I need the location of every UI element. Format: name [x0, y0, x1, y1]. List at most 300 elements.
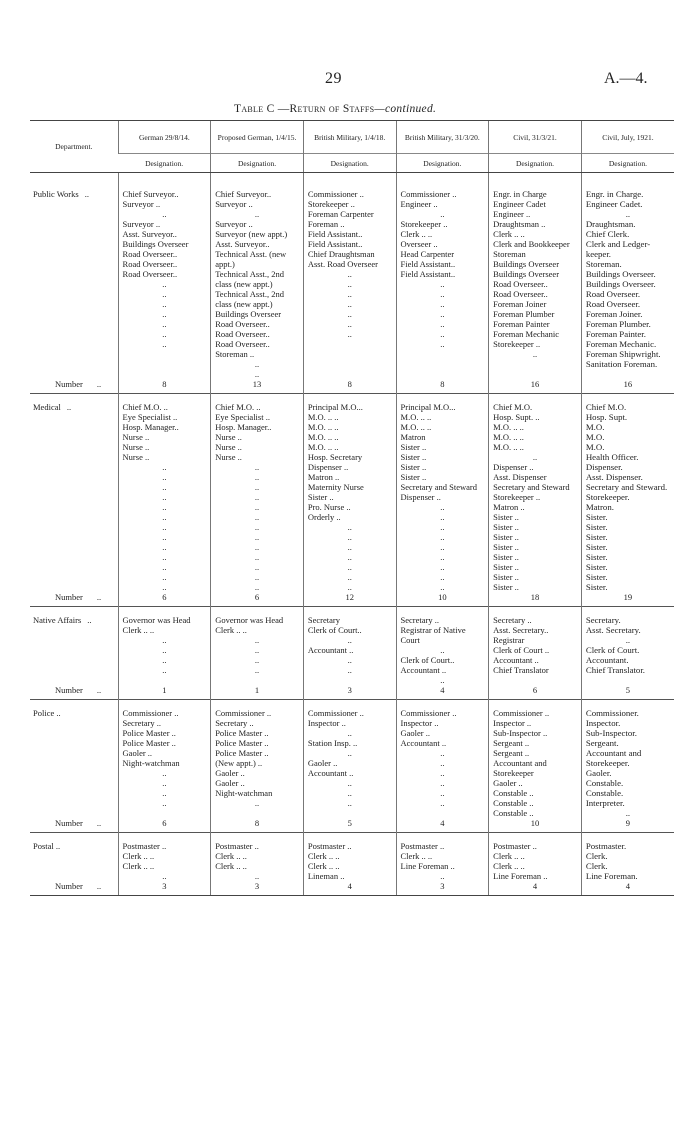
department-label: Police ..: [33, 708, 61, 718]
designation-entry: [215, 462, 299, 472]
designation-entry: [586, 472, 670, 482]
leader-dots: ..: [162, 572, 167, 582]
designation-text: Chief M.O. ..: [122, 402, 168, 412]
designation-entry: [586, 199, 670, 209]
designation-entry: [493, 522, 577, 532]
staff-total: 3: [211, 881, 304, 896]
designation-entry: [123, 851, 207, 861]
designation-entry: [308, 851, 392, 861]
designation-entry: [586, 748, 670, 768]
designation-text: Nurse ..: [122, 442, 150, 452]
designation-entry: [493, 209, 577, 219]
designation-entry: [401, 339, 485, 349]
designation-text: Gaoler ..: [400, 728, 431, 738]
department-name: [30, 394, 118, 593]
designation-text: Governor was Head: [215, 615, 284, 625]
leader-dots: ..: [254, 482, 260, 492]
leader-dots: ..: [162, 778, 167, 788]
designation-text: Engineer Cadet: [493, 199, 546, 209]
designation-entry: [308, 249, 392, 259]
designation-entry: [123, 758, 207, 768]
leader-dots: ..: [162, 462, 167, 472]
designation-cell: [396, 189, 489, 379]
designation-text: Road Overseer..: [122, 269, 178, 279]
leader-dots: ..: [254, 532, 260, 542]
designation-entry: [401, 675, 485, 685]
designation-entry: [586, 788, 670, 798]
leader-dots: ..: [162, 279, 167, 289]
designation-entry: [401, 189, 485, 199]
designation-text: Principal M.O...: [307, 402, 363, 412]
designation-entry: [123, 269, 207, 279]
designation-entry: [123, 778, 207, 788]
designation-entry: [586, 552, 670, 562]
table-body: [30, 173, 674, 896]
designation-entry: [493, 229, 577, 239]
leader-dots: ..: [440, 339, 445, 349]
leader-dots: ..: [440, 502, 445, 512]
designation-text: Gaoler ..: [215, 778, 245, 788]
leader-dots: ..: [254, 552, 260, 562]
header-designation: Designation.: [396, 154, 489, 173]
designation-entry: [123, 432, 207, 442]
designation-text: Sanitation Foreman.: [585, 359, 658, 369]
number-label: Number: [55, 379, 83, 389]
designation-entry: [401, 269, 485, 279]
designation-entry: [493, 572, 577, 582]
designation-text: Registrar of Native Court: [400, 625, 466, 645]
designation-entry: [215, 768, 299, 778]
designation-text: Road Overseer..: [122, 249, 178, 259]
designation-entry: [215, 665, 299, 675]
designation-text: Nurse ..: [122, 452, 150, 462]
designation-entry: [308, 542, 392, 552]
designation-text: Engineer Cadet.: [585, 199, 643, 209]
designation-entry: [215, 219, 299, 229]
designation-entry: [308, 708, 392, 718]
designation-text: Storeman ..: [215, 349, 255, 359]
designation-entry: [586, 665, 670, 675]
leader-dots: ..: [347, 542, 352, 552]
designation-text: Clerk.: [585, 861, 608, 871]
designation-entry: [123, 542, 207, 552]
staff-total: 12: [303, 592, 396, 607]
designation-entry: [586, 442, 670, 452]
designation-cell: [211, 607, 304, 686]
designation-entry: [586, 452, 670, 462]
designation-text: Constable.: [585, 788, 624, 798]
designation-text: Storeman: [493, 249, 526, 259]
leader-dots: ..: [162, 512, 167, 522]
designation-entry: [123, 279, 207, 289]
designation-entry: [493, 728, 577, 738]
designation-text: Postmaster ..: [307, 841, 352, 851]
designation-cell: [489, 700, 582, 819]
designation-text: Line Foreman ..: [493, 871, 548, 881]
designation-text: Eye Specialist ..: [215, 412, 270, 422]
designation-entry: [401, 625, 485, 645]
designation-text: Accountant ..: [307, 768, 354, 778]
designation-text: Secretary: [307, 615, 340, 625]
leader-dots: ..: [347, 299, 352, 309]
designation-entry: [401, 412, 485, 422]
designation-entry: [308, 645, 392, 655]
designation-text: Clerk of Court..: [400, 655, 455, 665]
leader-dots: ..: [162, 319, 167, 329]
designation-text: Sister ..: [493, 562, 519, 572]
designation-entry: [586, 319, 670, 329]
designation-text: Gaoler ..: [215, 768, 245, 778]
leader-dots: ..: [254, 562, 260, 572]
designation-entry: [308, 229, 392, 239]
designation-entry: [401, 462, 485, 472]
leader-dots: ..: [254, 582, 260, 592]
designation-entry: [493, 189, 577, 199]
designation-text: Sister ..: [493, 532, 519, 542]
designation-text: Accountant ..: [400, 665, 447, 675]
leader-dots: ..: [96, 818, 102, 828]
designation-text: Storekeeper ..: [307, 199, 355, 209]
designation-text: Registrar: [493, 635, 525, 645]
header-designation: Designation.: [303, 154, 396, 173]
designation-entry: [401, 319, 485, 329]
designation-text: Nurse ..: [122, 432, 150, 442]
designation-entry: [308, 522, 392, 532]
designation-entry: [123, 645, 207, 655]
designation-entry: [215, 625, 299, 635]
designation-text: Road Overseer.: [585, 299, 641, 309]
designation-text: Constable ..: [493, 808, 534, 818]
leader-dots: ..: [254, 635, 260, 645]
designation-text: Orderly ..: [307, 512, 341, 522]
designation-text: Inspector ..: [400, 718, 439, 728]
staff-total: 8: [211, 818, 304, 833]
designation-entry: [215, 861, 299, 871]
header-designation: Designation.: [489, 154, 582, 173]
designation-text: M.O. .. ..: [493, 442, 524, 452]
designation-entry: [215, 552, 299, 562]
designation-entry: [215, 442, 299, 452]
designation-entry: [308, 788, 392, 798]
designation-text: Night-watchman: [122, 758, 180, 768]
designation-text: Sister ..: [400, 462, 427, 472]
designation-text: Technical Asst. (new appt.): [215, 249, 287, 269]
designation-text: Constable ..: [493, 798, 534, 808]
designation-entry: [493, 412, 577, 422]
designation-entry: [215, 269, 299, 289]
designation-entry: [215, 359, 299, 369]
designation-entry: [586, 562, 670, 572]
designation-text: Line Foreman ..: [400, 861, 455, 871]
designation-entry: [493, 329, 577, 339]
designation-text: Accountant ..: [307, 645, 354, 655]
designation-entry: [586, 279, 670, 289]
designation-entry: [215, 422, 299, 432]
designation-entry: [308, 562, 392, 572]
leader-dots: ..: [96, 592, 102, 602]
designation-text: Storekeeper.: [585, 492, 630, 502]
designation-entry: [586, 532, 670, 542]
designation-cell: [581, 833, 674, 882]
designation-text: Gaoler ..: [307, 758, 338, 768]
designation-entry: [586, 359, 670, 369]
designation-entry: [123, 615, 207, 625]
designation-entry: [586, 798, 670, 808]
leader-dots: ..: [440, 675, 445, 685]
designation-entry: [308, 269, 392, 279]
designation-entry: [215, 738, 299, 748]
leader-dots: ..: [162, 329, 167, 339]
designation-text: M.O. .. ..: [400, 412, 432, 422]
designation-entry: [308, 635, 392, 645]
designation-entry: [308, 299, 392, 309]
designation-entry: [493, 798, 577, 808]
designation-entry: [308, 259, 392, 269]
designation-entry: [493, 841, 577, 851]
designation-text: Governor was Head: [122, 615, 191, 625]
designation-text: Foreman Joiner.: [585, 309, 643, 319]
designation-cell: [396, 394, 489, 593]
designation-text: Buildings Overseer: [215, 309, 282, 319]
designation-entry: [308, 432, 392, 442]
designation-cell: [118, 700, 211, 819]
designation-text: Technical Asst., 2nd class (new appt.): [215, 269, 285, 289]
leader-dots: ..: [440, 768, 445, 778]
designation-entry: [215, 502, 299, 512]
designation-entry: [401, 552, 485, 562]
designation-entry: [123, 289, 207, 299]
designation-text: Constable ..: [493, 788, 534, 798]
designation-text: Foreman Painter: [493, 319, 550, 329]
designation-entry: [586, 502, 670, 512]
designation-entry: [308, 748, 392, 758]
designation-entry: [586, 708, 670, 718]
leader-dots: ..: [347, 748, 352, 758]
designation-entry: [123, 442, 207, 452]
leader-dots: ..: [347, 289, 352, 299]
designation-cell: [211, 833, 304, 882]
leader-dots: ..: [440, 778, 445, 788]
leader-dots: ..: [162, 562, 167, 572]
designation-text: Chief Draughtsman: [307, 249, 375, 259]
designation-cell: [396, 833, 489, 882]
designation-entry: [401, 249, 485, 259]
designation-entry: [123, 635, 207, 645]
designation-text: M.O. .. ..: [307, 422, 339, 432]
number-row: [30, 818, 674, 833]
designation-entry: [493, 635, 577, 645]
staff-total: 4: [396, 685, 489, 700]
designation-entry: [308, 798, 392, 808]
leader-dots: ..: [347, 798, 352, 808]
leader-dots: ..: [440, 299, 445, 309]
designation-entry: [215, 582, 299, 592]
designation-entry: [586, 522, 670, 532]
leader-dots: ..: [162, 582, 167, 592]
staff-total: 3: [118, 881, 211, 896]
designation-entry: [123, 402, 207, 412]
designation-entry: [215, 249, 299, 269]
designation-text: Overseer ..: [400, 239, 438, 249]
designation-cell: [489, 189, 582, 379]
leader-dots: ..: [440, 532, 445, 542]
table-title: [234, 103, 436, 115]
designation-text: Police Master ..: [122, 728, 176, 738]
designation-entry: [586, 229, 670, 239]
designation-entry: [215, 339, 299, 349]
leader-dots: ..: [625, 635, 631, 645]
designation-text: Road Overseer..: [215, 329, 270, 339]
designation-text: Nurse ..: [215, 442, 242, 452]
table-title-main: Table C —Return of Staffs: [234, 103, 375, 115]
designation-entry: [401, 788, 485, 798]
designation-text: Hosp. Supt.: [585, 412, 628, 422]
designation-text: Sister.: [585, 542, 608, 552]
designation-text: Buildings Overseer.: [585, 269, 656, 279]
designation-entry: [493, 788, 577, 798]
header-period: Proposed German, 1/4/15.: [211, 121, 304, 154]
designation-text: Hosp. Manager..: [122, 422, 179, 432]
designation-entry: [401, 432, 485, 442]
designation-text: Foreman Shipwright.: [585, 349, 661, 359]
leader-dots: ..: [347, 788, 352, 798]
staff-total: 6: [118, 818, 211, 833]
leader-dots: ..: [254, 369, 260, 379]
designation-entry: [401, 718, 485, 728]
designation-cell: [489, 394, 582, 593]
designation-entry: [308, 512, 392, 522]
designation-text: Postmaster ..: [400, 841, 445, 851]
designation-text: Hosp. Supt. ..: [493, 412, 540, 422]
designation-entry: [493, 219, 577, 229]
designation-entry: [215, 851, 299, 861]
leader-dots: ..: [162, 482, 167, 492]
leader-dots: ..: [162, 542, 167, 552]
designation-entry: [401, 452, 485, 462]
department-name: [30, 607, 118, 686]
designation-entry: [586, 841, 670, 851]
designation-entry: [493, 758, 577, 778]
designation-entry: [215, 542, 299, 552]
leader-dots: ..: [347, 728, 352, 738]
designation-entry: [586, 269, 670, 279]
department-label: Native Affairs: [33, 615, 82, 625]
designation-text: Clerk.: [585, 851, 608, 861]
designation-text: Accountant ..: [400, 738, 447, 748]
designation-entry: [401, 728, 485, 738]
designation-entry: [401, 758, 485, 768]
designation-entry: [123, 482, 207, 492]
staff-total: 6: [211, 592, 304, 607]
designation-entry: [493, 718, 577, 728]
designation-entry: [123, 625, 207, 635]
designation-entry: [215, 758, 299, 768]
designation-text: Matron ..: [307, 472, 340, 482]
leader-dots: ..: [440, 748, 445, 758]
designation-text: Secretary ..: [493, 615, 532, 625]
designation-entry: [401, 871, 485, 881]
department-label: Public Works: [33, 189, 79, 199]
designation-text: Clerk .. ..: [215, 851, 247, 861]
designation-entry: [123, 572, 207, 582]
designation-entry: [493, 512, 577, 522]
designation-cell: [303, 394, 396, 593]
designation-text: Chief Surveyor..: [215, 189, 272, 199]
designation-cell: [303, 607, 396, 686]
designation-entry: [123, 768, 207, 778]
leader-dots: ..: [347, 655, 352, 665]
designation-entry: [401, 442, 485, 452]
designation-text: Storekeeper ..: [400, 219, 448, 229]
table-title-suffix: —continued.: [374, 103, 437, 115]
designation-text: Sister ..: [493, 552, 519, 562]
designation-entry: [586, 718, 670, 728]
designation-entry: [308, 442, 392, 452]
designation-text: Sister.: [585, 512, 608, 522]
designation-entry: [123, 582, 207, 592]
designation-text: Clerk .. ..: [307, 861, 340, 871]
leader-dots: ..: [162, 871, 167, 881]
designation-text: Storekeeper ..: [493, 339, 541, 349]
designation-entry: [308, 572, 392, 582]
designation-entry: [586, 851, 670, 861]
designation-text: Sister ..: [493, 572, 519, 582]
designation-entry: [401, 492, 485, 502]
leader-dots: ..: [625, 808, 631, 818]
designation-entry: [215, 655, 299, 665]
leader-dots: ..: [162, 552, 167, 562]
designation-entry: [215, 309, 299, 319]
staff-return-table: [30, 120, 674, 896]
leader-dots: ..: [162, 299, 167, 309]
staff-total: 4: [396, 818, 489, 833]
designation-text: Dispenser ..: [307, 462, 349, 472]
leader-dots: ..: [162, 492, 167, 502]
designation-entry: [493, 582, 577, 592]
section-row: [30, 189, 674, 379]
designation-text: Commissioner ..: [122, 708, 179, 718]
designation-entry: [215, 472, 299, 482]
designation-text: Clerk .. ..: [215, 625, 247, 635]
designation-entry: [123, 708, 207, 718]
section-row: [30, 394, 674, 593]
designation-text: Surveyor (new appt.): [215, 229, 288, 239]
number-row: [30, 592, 674, 607]
designation-entry: [215, 635, 299, 645]
designation-text: Sister ..: [400, 442, 427, 452]
designation-entry: [586, 259, 670, 269]
designation-entry: [401, 748, 485, 758]
leader-dots: ..: [440, 522, 445, 532]
designation-cell: [118, 607, 211, 686]
designation-text: Sister.: [585, 582, 608, 592]
designation-entry: [308, 552, 392, 562]
leader-dots: ..: [254, 645, 260, 655]
designation-entry: [401, 299, 485, 309]
designation-entry: [123, 309, 207, 319]
department-name: [30, 833, 118, 882]
designation-text: Sister ..: [493, 512, 519, 522]
designation-text: Foreman Plumber.: [585, 319, 651, 329]
designation-text: Gaoler ..: [493, 778, 523, 788]
designation-cell: [118, 394, 211, 593]
designation-entry: [401, 615, 485, 625]
staff-total: 6: [118, 592, 211, 607]
designation-entry: [493, 778, 577, 788]
designation-text: Sister ..: [493, 582, 519, 592]
designation-text: Police Master ..: [122, 738, 176, 748]
designation-entry: [215, 492, 299, 502]
